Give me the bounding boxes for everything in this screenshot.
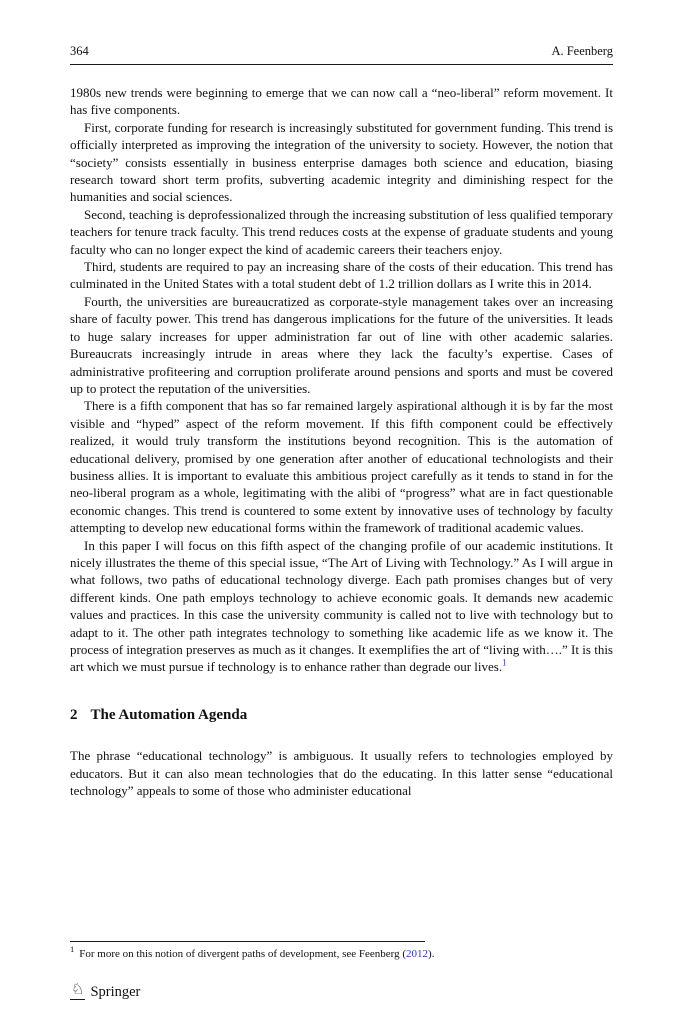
page-number: 364 — [70, 44, 89, 58]
running-author: A. Feenberg — [551, 44, 613, 58]
footnote-text — [70, 944, 613, 961]
citation-year-link[interactable]: 2012 — [406, 948, 429, 960]
paragraph: Second, teaching is deprofessionalized through the increasing substitution of less qualified temporary teachers for tenure track faculty. This trend reduces costs at the expense of graduate students and young faculty who can no longer expect the kind of academic careers their teachers enjoy. — [70, 206, 613, 257]
springer-logo-icon: ♘ — [71, 982, 85, 998]
paragraph: First, corporate funding for research is increasingly substituted for government funding. This trend is officially interpreted as improving the integration of the university to society. However, the notion that “society” consists essentially in business enterprise damages both science and education, biasing research toward short term profits, subverting academic integrity and diminishing respect for the humanities and social sciences. — [70, 119, 613, 205]
footnote-body: For more on this notion of divergent paths of development, see Feenberg ( — [79, 948, 407, 960]
footnote-block — [70, 941, 613, 961]
footnote-rule — [70, 941, 425, 942]
publisher-name: Springer — [90, 984, 141, 1000]
header-rule — [70, 64, 613, 65]
paragraph: There is a fifth component that has so far remained largely aspirational although it is by far the most visible and “hyped” aspect of the reform movement. If this fifth component could be effectively realized, it would truly transform the institutions beyond recognition. This is the automation of educational delivery, promised by one generation after another of educational technologists and their business allies. It is important to evaluate this ambitious project carefully as it tends to stand in for the neo-liberal program as a whole, legitimating with the alibi of “progress” what are in fact questionable economic changes. This trend is countered to some extent by innovative uses of technology by faculty attempting to develop new educational forms within the framework of traditional academic values. — [70, 398, 613, 536]
publisher-footer — [70, 984, 140, 1001]
section-title: The Automation Agenda — [90, 706, 248, 723]
paragraph: Fourth, the universities are bureaucratized as corporate-style management takes over an increasing share of faculty power. This trend has dangerous implications for the future of the universities. It leads to huge salary increases for upper administration far out of line with other academic salaries. Bureaucrats increasingly intrude in areas where they lack the faculty’s expertise. Cases of administrative profiteering and corruption proliferate around pensions and sports and must be covered up to protect the reputation of the universities. — [70, 293, 613, 396]
paragraph: The phrase “educational technology” is ambiguous. It usually refers to technologies employed by educators. But it can also mean technologies that do the educating. In this latter sense “educational technology” appeals to some of those who administer educational — [70, 748, 613, 799]
paragraph: 1980s new trends were beginning to emerge that we can now call a “neo-liberal” reform movement. It has five components. — [70, 85, 613, 118]
section-heading — [70, 707, 613, 724]
footnote-ref-link[interactable]: 1 — [502, 658, 507, 669]
footnote-marker: 1 — [70, 944, 75, 955]
section-number: 2 — [70, 706, 78, 723]
paragraph-text: In this paper I will focus on this fifth aspect of the changing profile of our academic institutions. It nicely illustrates the theme of this special issue, “The Art of Living with Technology.” As I will argue in what follows, two paths of educational technology diverge. Each path promises changes but of very different kinds. One path employs technology to achieve economic goals. It demands new academic values and practices. In this case the university community is called not to live with technology but to adapt to it. The other path integrates technology to something like academic life as we know it. The process of integration preserves as much as it changes. It exemplifies the art of “living with….” It is this art which we must pursue if technology is to enhance rather than degrade our lives. — [70, 537, 613, 675]
article-body — [70, 84, 613, 799]
footnote-body-end: ). — [428, 948, 435, 960]
running-header — [70, 44, 613, 59]
paragraph: Third, students are required to pay an increasing share of the costs of their education. This trend has culminated in the United States with a total student debt of 1.2 trillion dollars as I write this in 2014. — [70, 259, 613, 292]
paragraph — [70, 537, 613, 676]
